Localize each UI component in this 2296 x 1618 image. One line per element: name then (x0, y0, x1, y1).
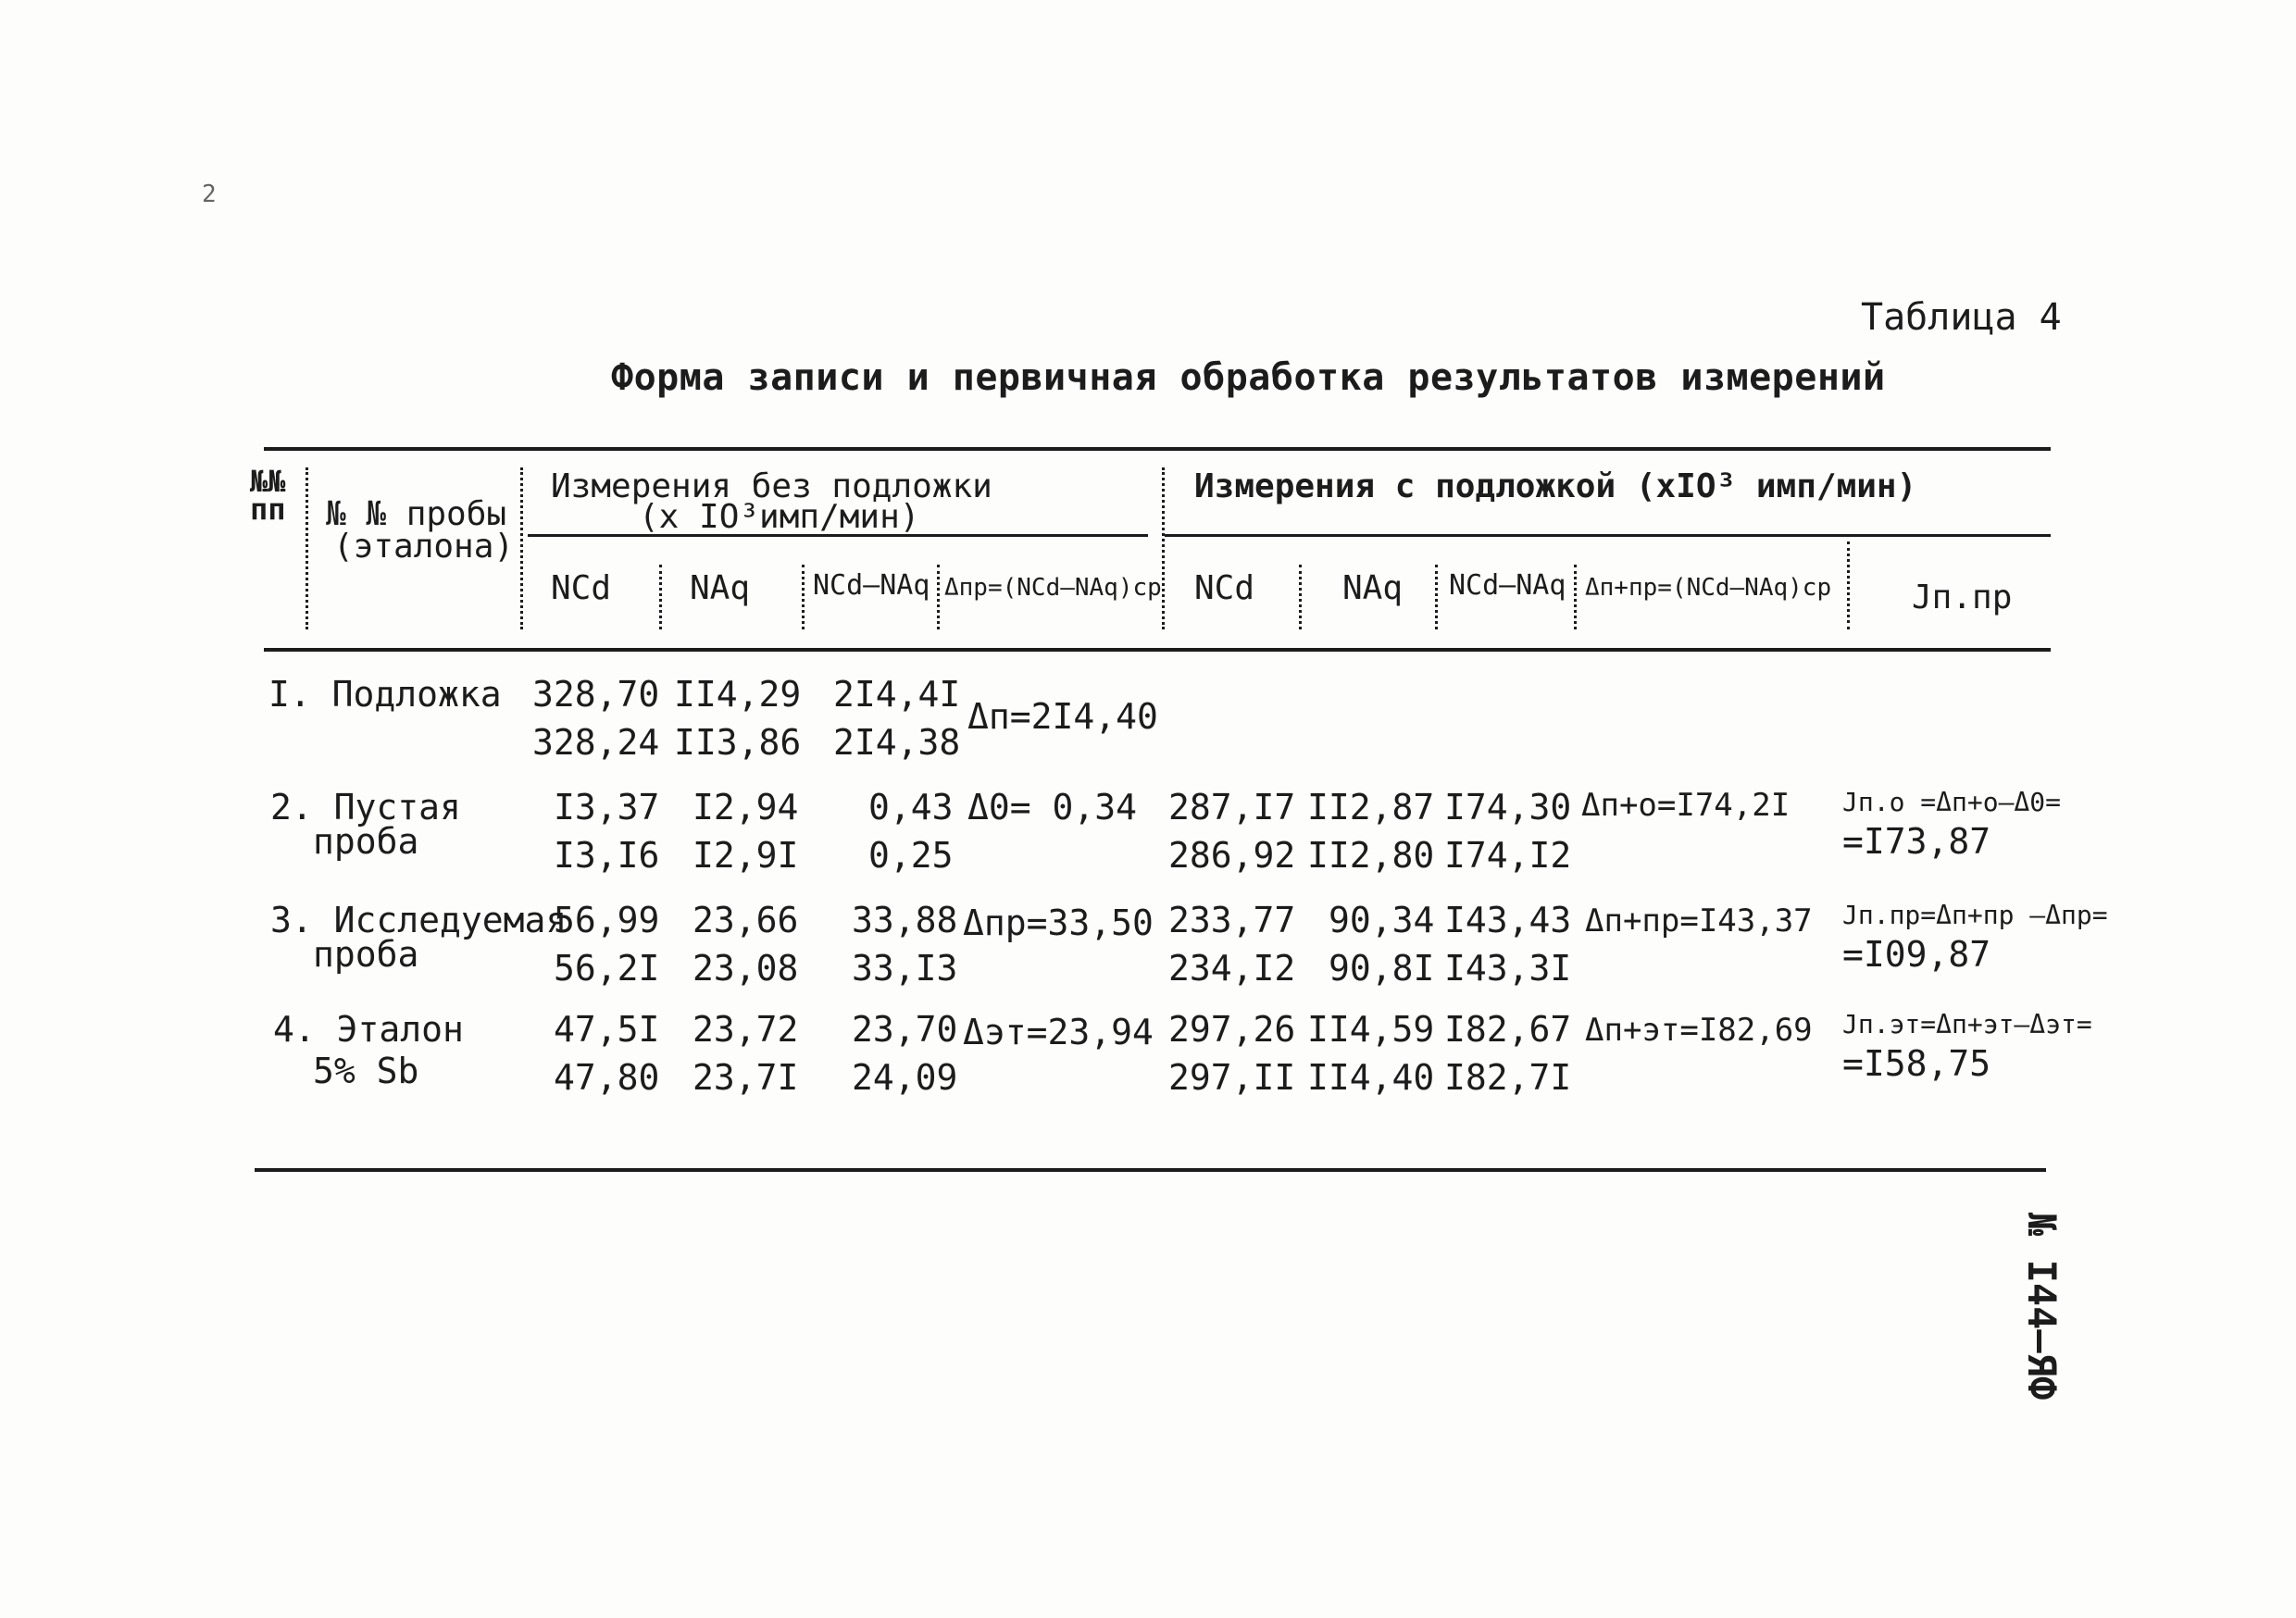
cell-diff-2: I82,7I (1444, 1057, 1572, 1098)
cell-delta: Δ0= 0,34 (967, 787, 1138, 828)
cell-ncd: 56,99 (554, 900, 660, 940)
header-group1-line2: (x IO³имп/мин) (639, 498, 920, 536)
row-label-line2: 5% Sb (313, 1051, 419, 1091)
cell-j-formula: Jп.пр=Δп+пр –Δпр= (1842, 900, 2108, 930)
cell-nag: II3,86 (674, 722, 802, 763)
header-delta-pr: Δпр=(NCd–NAq)ср (944, 574, 1162, 602)
row-label: 3. Исследуемая (270, 900, 568, 940)
row-label: 4. Эталон (273, 1009, 464, 1050)
cell-diff: 24,09 (852, 1057, 958, 1098)
header-separator (1299, 565, 1302, 629)
cell-j-formula: Jп.о =Δп+о–Δ0= (1842, 787, 2062, 817)
header-nag-2: NAq (1342, 569, 1404, 607)
header-separator (306, 467, 308, 629)
cell-ncd-2: 286,92 (1168, 835, 1296, 876)
header-nag: NAq (690, 569, 751, 607)
cell-ncd: 56,2I (554, 948, 660, 989)
cell-nag-2: II4,40 (1307, 1057, 1435, 1098)
header-ncd-2: NCd (1194, 569, 1255, 607)
cell-ncd: 47,80 (554, 1057, 660, 1098)
cell-diff: 33,88 (852, 900, 958, 940)
cell-ncd-2: 297,26 (1168, 1009, 1296, 1050)
cell-nag-2: 90,34 (1329, 900, 1435, 940)
cell-diff-2: I43,3I (1444, 948, 1572, 989)
header-separator (1847, 541, 1850, 629)
cell-diff: 2I4,38 (833, 722, 961, 763)
cell-diff: 33,I3 (852, 948, 958, 989)
header-probe-line1: № № пробы (326, 495, 507, 533)
header-separator (1574, 565, 1577, 629)
cell-diff: 0,43 (868, 787, 954, 828)
header-separator (659, 565, 662, 629)
cell-ncd-2: 234,I2 (1168, 948, 1296, 989)
cell-nag-2: II2,87 (1307, 787, 1435, 828)
cell-nag: 23,72 (693, 1009, 799, 1050)
cell-nag: I2,94 (693, 787, 799, 828)
cell-delta: Δэт=23,94 (963, 1012, 1154, 1052)
cell-nag: I2,9I (693, 835, 799, 876)
cell-j-value: =I58,75 (1842, 1043, 1991, 1084)
header-group2: Измерения с подложкой (xIO³ имп/мин) (1194, 467, 1917, 505)
cell-nag: 23,66 (693, 900, 799, 940)
header-separator (520, 467, 523, 629)
header-probe-line2: (эталона) (333, 528, 515, 566)
cell-ncd: I3,37 (554, 787, 660, 828)
header-group1-line1: Измерения без подложки (551, 467, 992, 505)
cell-ncd-2: 233,77 (1168, 900, 1296, 940)
cell-nag: 23,08 (693, 948, 799, 989)
cell-ncd: 328,24 (532, 722, 660, 763)
table-label: Таблица 4 (1861, 296, 2062, 339)
cell-diff: 2I4,4I (833, 674, 961, 715)
cell-delta: Δпр=33,50 (963, 902, 1154, 943)
side-document-code: № I44–ЯФ (2019, 1213, 2065, 1400)
cell-ncd: 328,70 (532, 674, 660, 715)
cell-delta: Δп=2I4,40 (967, 696, 1158, 737)
header-j: Jп.пр (1912, 579, 2013, 616)
header-separator (1435, 565, 1438, 629)
table-top-rule (264, 447, 2051, 451)
cell-ncd: I3,I6 (554, 835, 660, 876)
cell-delta-2: Δп+о=I74,2I (1581, 787, 1791, 824)
page-mark: 2 (202, 180, 217, 208)
cell-ncd-2: 287,I7 (1168, 787, 1296, 828)
cell-diff: 23,70 (852, 1009, 958, 1050)
cell-nag: II4,29 (674, 674, 802, 715)
cell-nag-2: 90,8I (1329, 948, 1435, 989)
cell-delta-2: Δп+пр=I43,37 (1585, 902, 1813, 940)
header-bottom-rule (264, 648, 2051, 652)
cell-nag-2: II4,59 (1307, 1009, 1435, 1050)
header-diff-2: NCd–NAq (1449, 569, 1566, 602)
document-title: Форма записи и первичная обработка результатов измерений (611, 356, 1886, 399)
header-separator (937, 565, 940, 629)
row-label-line2: проба (313, 821, 419, 862)
header-diff: NCd–NAq (813, 569, 930, 602)
row-label: 2. Пустая (270, 787, 461, 828)
cell-j-formula: Jп.эт=Δп+эт–Δэт= (1842, 1009, 2092, 1039)
group-underline-2 (1165, 534, 2051, 537)
cell-delta-2: Δп+эт=I82,69 (1585, 1012, 1813, 1049)
cell-ncd-2: 297,II (1168, 1057, 1296, 1098)
cell-diff-2: I82,67 (1444, 1009, 1572, 1050)
cell-ncd: 47,5I (554, 1009, 660, 1050)
row-label-line2: проба (313, 934, 419, 975)
row-label: I. Подложка (268, 674, 502, 715)
cell-nag: 23,7I (693, 1057, 799, 1098)
cell-diff-2: I74,30 (1444, 787, 1572, 828)
cell-j-value: =I73,87 (1842, 821, 1991, 862)
table-bottom-rule (255, 1168, 2046, 1172)
header-separator (802, 565, 805, 629)
cell-nag-2: II2,80 (1307, 835, 1435, 876)
cell-diff: 0,25 (868, 835, 954, 876)
cell-diff-2: I43,43 (1444, 900, 1572, 940)
header-number-column: №№ пп (250, 464, 286, 527)
cell-diff-2: I74,I2 (1444, 835, 1572, 876)
header-delta-ppr: Δп+пр=(NCd–NAq)ср (1585, 574, 1832, 602)
cell-j-value: =I09,87 (1842, 934, 1991, 975)
header-ncd: NCd (551, 569, 612, 607)
header-separator (1162, 467, 1165, 629)
